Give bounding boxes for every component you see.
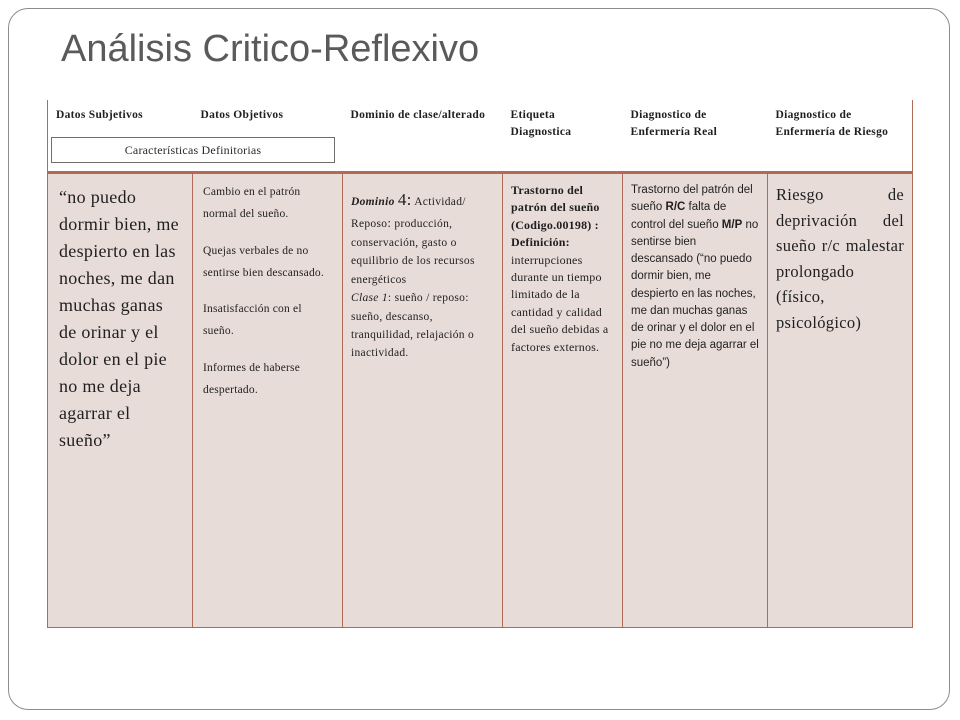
objective-item: Informes de haberse despertado.	[203, 362, 301, 396]
header-objective-data: Datos Objetivos	[193, 100, 343, 173]
objective-item: Quejas verbales de no sentirse bien descansado.	[203, 244, 324, 279]
defining-characteristics-label: Características Definitorias	[51, 137, 335, 163]
domain-reposo: Reposo	[351, 218, 388, 231]
real-diagnosis-text	[631, 174, 759, 372]
cell-objective-data	[193, 173, 343, 628]
table-row	[48, 173, 913, 628]
domain-title-text: Actividad/	[411, 196, 466, 208]
slide-title: Análisis Critico-Reflexivo	[61, 28, 480, 70]
cell-diagnostic-label	[503, 173, 623, 628]
header-domain-class: Dominio de clase/alterado	[343, 100, 503, 173]
table-header-row	[48, 100, 913, 173]
domain-number: 4	[397, 190, 407, 209]
domain-title-prefix: Dominio	[351, 196, 398, 208]
domain-class-text: : sueño / reposo: sueño, descanso, tranquilidad, relajación o inactividad.	[351, 292, 475, 360]
real-diagnosis-mp: M/P	[721, 218, 743, 231]
subjective-quote: “no puedo dormir bien, me despierto en las noches, me dan muchas ganas de orinar y el dolor en el pie no me deja agarrar el sueño”	[59, 187, 179, 450]
domain-number-colon: :	[406, 190, 412, 209]
cell-risk-diagnosis	[768, 173, 913, 628]
objective-data-list	[201, 174, 334, 402]
definition-text: interrupciones durante un tiempo limitado de la cantidad y calidad del sueño debidas a factores externos.	[511, 252, 609, 354]
real-diagnosis-part2: falta de control del sueño	[631, 201, 727, 231]
cell-domain-class	[343, 173, 503, 628]
header-diagnostic-label: Etiqueta Diagnostica	[503, 100, 623, 173]
definition-label: : Definición:	[511, 217, 599, 250]
diagnostic-label-name: Trastorno del patrón del sueño (Codigo.00198)	[511, 183, 600, 232]
real-diagnosis-rc: R/C	[665, 201, 686, 214]
cell-subjective-data	[48, 173, 193, 628]
diagnostic-label-text	[511, 174, 614, 356]
domain-reposo-colon: :	[387, 215, 392, 231]
nursing-diagnosis-table-wrapper	[47, 100, 912, 628]
objective-item: Cambio en el patrón normal del sueño.	[203, 186, 301, 220]
domain-description	[351, 174, 494, 363]
real-diagnosis-part3: no sentirse bien descansado (“no puedo dormir bien, me despierto en las noches, me dan muchas ganas de orinar y el dolor en el pie no me deja agarrar el sueño”)	[631, 218, 759, 369]
domain-class-label: Clase 1	[351, 292, 388, 305]
real-diagnosis-part1: Trastorno del patrón del sueño	[631, 184, 753, 214]
nursing-diagnosis-table	[47, 100, 913, 628]
domain-text: producción, conservación, gasto o equilibrio de los recursos energéticos	[351, 218, 475, 286]
objective-item: Insatisfacción con el sueño.	[203, 303, 302, 338]
risk-diagnosis-text: Riesgo de deprivación del sueño r/c malestar prolongado (físico, psicológico)	[776, 185, 904, 332]
header-real-diagnosis: Diagnostico de Enfermería Real	[623, 100, 768, 173]
cell-real-diagnosis	[623, 173, 768, 628]
header-subjective-label: Datos Subjetivos	[56, 109, 143, 121]
header-risk-diagnosis: Diagnostico de Enfermería de Riesgo	[768, 100, 913, 173]
